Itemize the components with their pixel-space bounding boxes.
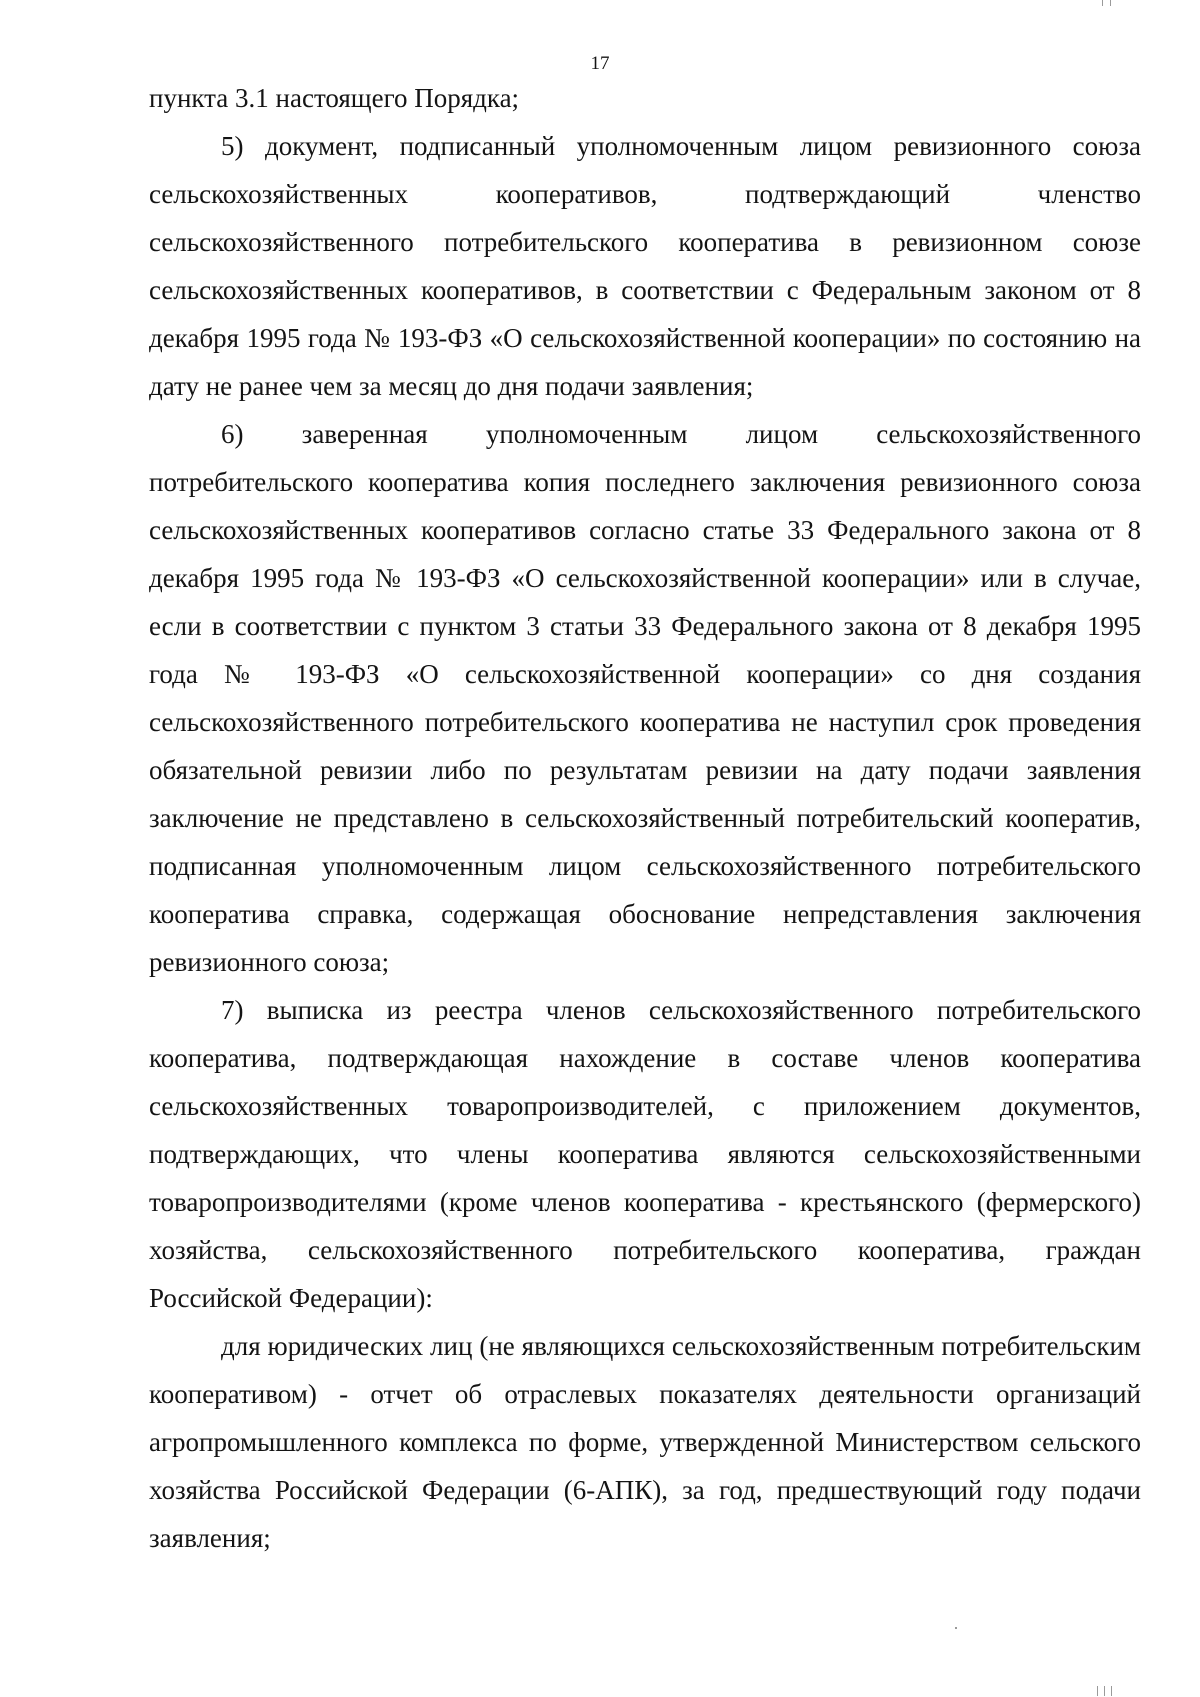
document-body bbox=[149, 74, 1141, 1562]
paragraph-item-5: 5) документ, подписанный уполномоченным лицом ревизионного союза сельскохозяйственных кооперативов, подтверждающий членство сельскохозяйственного потребительского кооператива в ревизионном союзе сельскохозяйственных кооперативов, в соответствии с Федеральным законом от 8 декабря 1995 года № 193-ФЗ «О сельскохозяйственной кооперации» по состоянию на дату не ранее чем за месяц до дня подачи заявления; bbox=[149, 131, 1141, 401]
page-number: 17 bbox=[590, 53, 610, 74]
scan-mark-top-right-2 bbox=[1110, 0, 1111, 6]
scan-mark-top-right bbox=[1102, 0, 1103, 6]
scan-mark-bottom-dot bbox=[955, 1627, 957, 1629]
paragraph-legal-entities: для юридических лиц (не являющихся сельскохозяйственным потребительским кооперативом) - отчет об отраслевых показателях деятельности организаций агропромышленного комплекса по форме, утвержденной Министерством сельского хозяйства Российской Федерации (6-АПК), за год, предшествующий году подачи заявления; bbox=[149, 1331, 1141, 1553]
scan-mark-bottom-right-3 bbox=[1111, 1686, 1112, 1696]
paragraph-item-7: 7) выписка из реестра членов сельскохозяйственного потребительского кооператива, подтверждающая нахождение в составе членов кооператива сельскохозяйственных товаропроизводителей, с приложением документов, подтверждающих, что члены кооператива являются сельскохозяйственными товаропроизводителями (кроме членов кооператива - крестьянского (фермерского) хозяйства, сельскохозяйственного потребительского кооператива, граждан Российской Федерации): bbox=[149, 995, 1141, 1313]
paragraph-continuation: пункта 3.1 настоящего Порядка; bbox=[149, 83, 520, 113]
scan-mark-bottom-right bbox=[1097, 1686, 1098, 1696]
paragraph-item-6: 6) заверенная уполномоченным лицом сельскохозяйственного потребительского кооператива копия последнего заключения ревизионного союза сельскохозяйственных кооперативов согласно статье 33 Федерального закона от 8 декабря 1995 года № 193-ФЗ «О сельскохозяйственной кооперации» или в случае, если в соответствии с пунктом 3 статьи 33 Федерального закона от 8 декабря 1995 года № 193-ФЗ «О сельскохозяйственной кооперации» со дня создания сельскохозяйственного потребительского кооператива не наступил срок проведения обязательной ревизии либо по результатам ревизии на дату подачи заявления заключение не представлено в сельскохозяйственный потребительский кооператив, подписанная уполномоченным лицом сельскохозяйственного потребительского кооператива справка, содержащая обоснование непредставления заключения ревизионного союза; bbox=[149, 419, 1141, 977]
scan-mark-bottom-right-2 bbox=[1104, 1686, 1105, 1696]
